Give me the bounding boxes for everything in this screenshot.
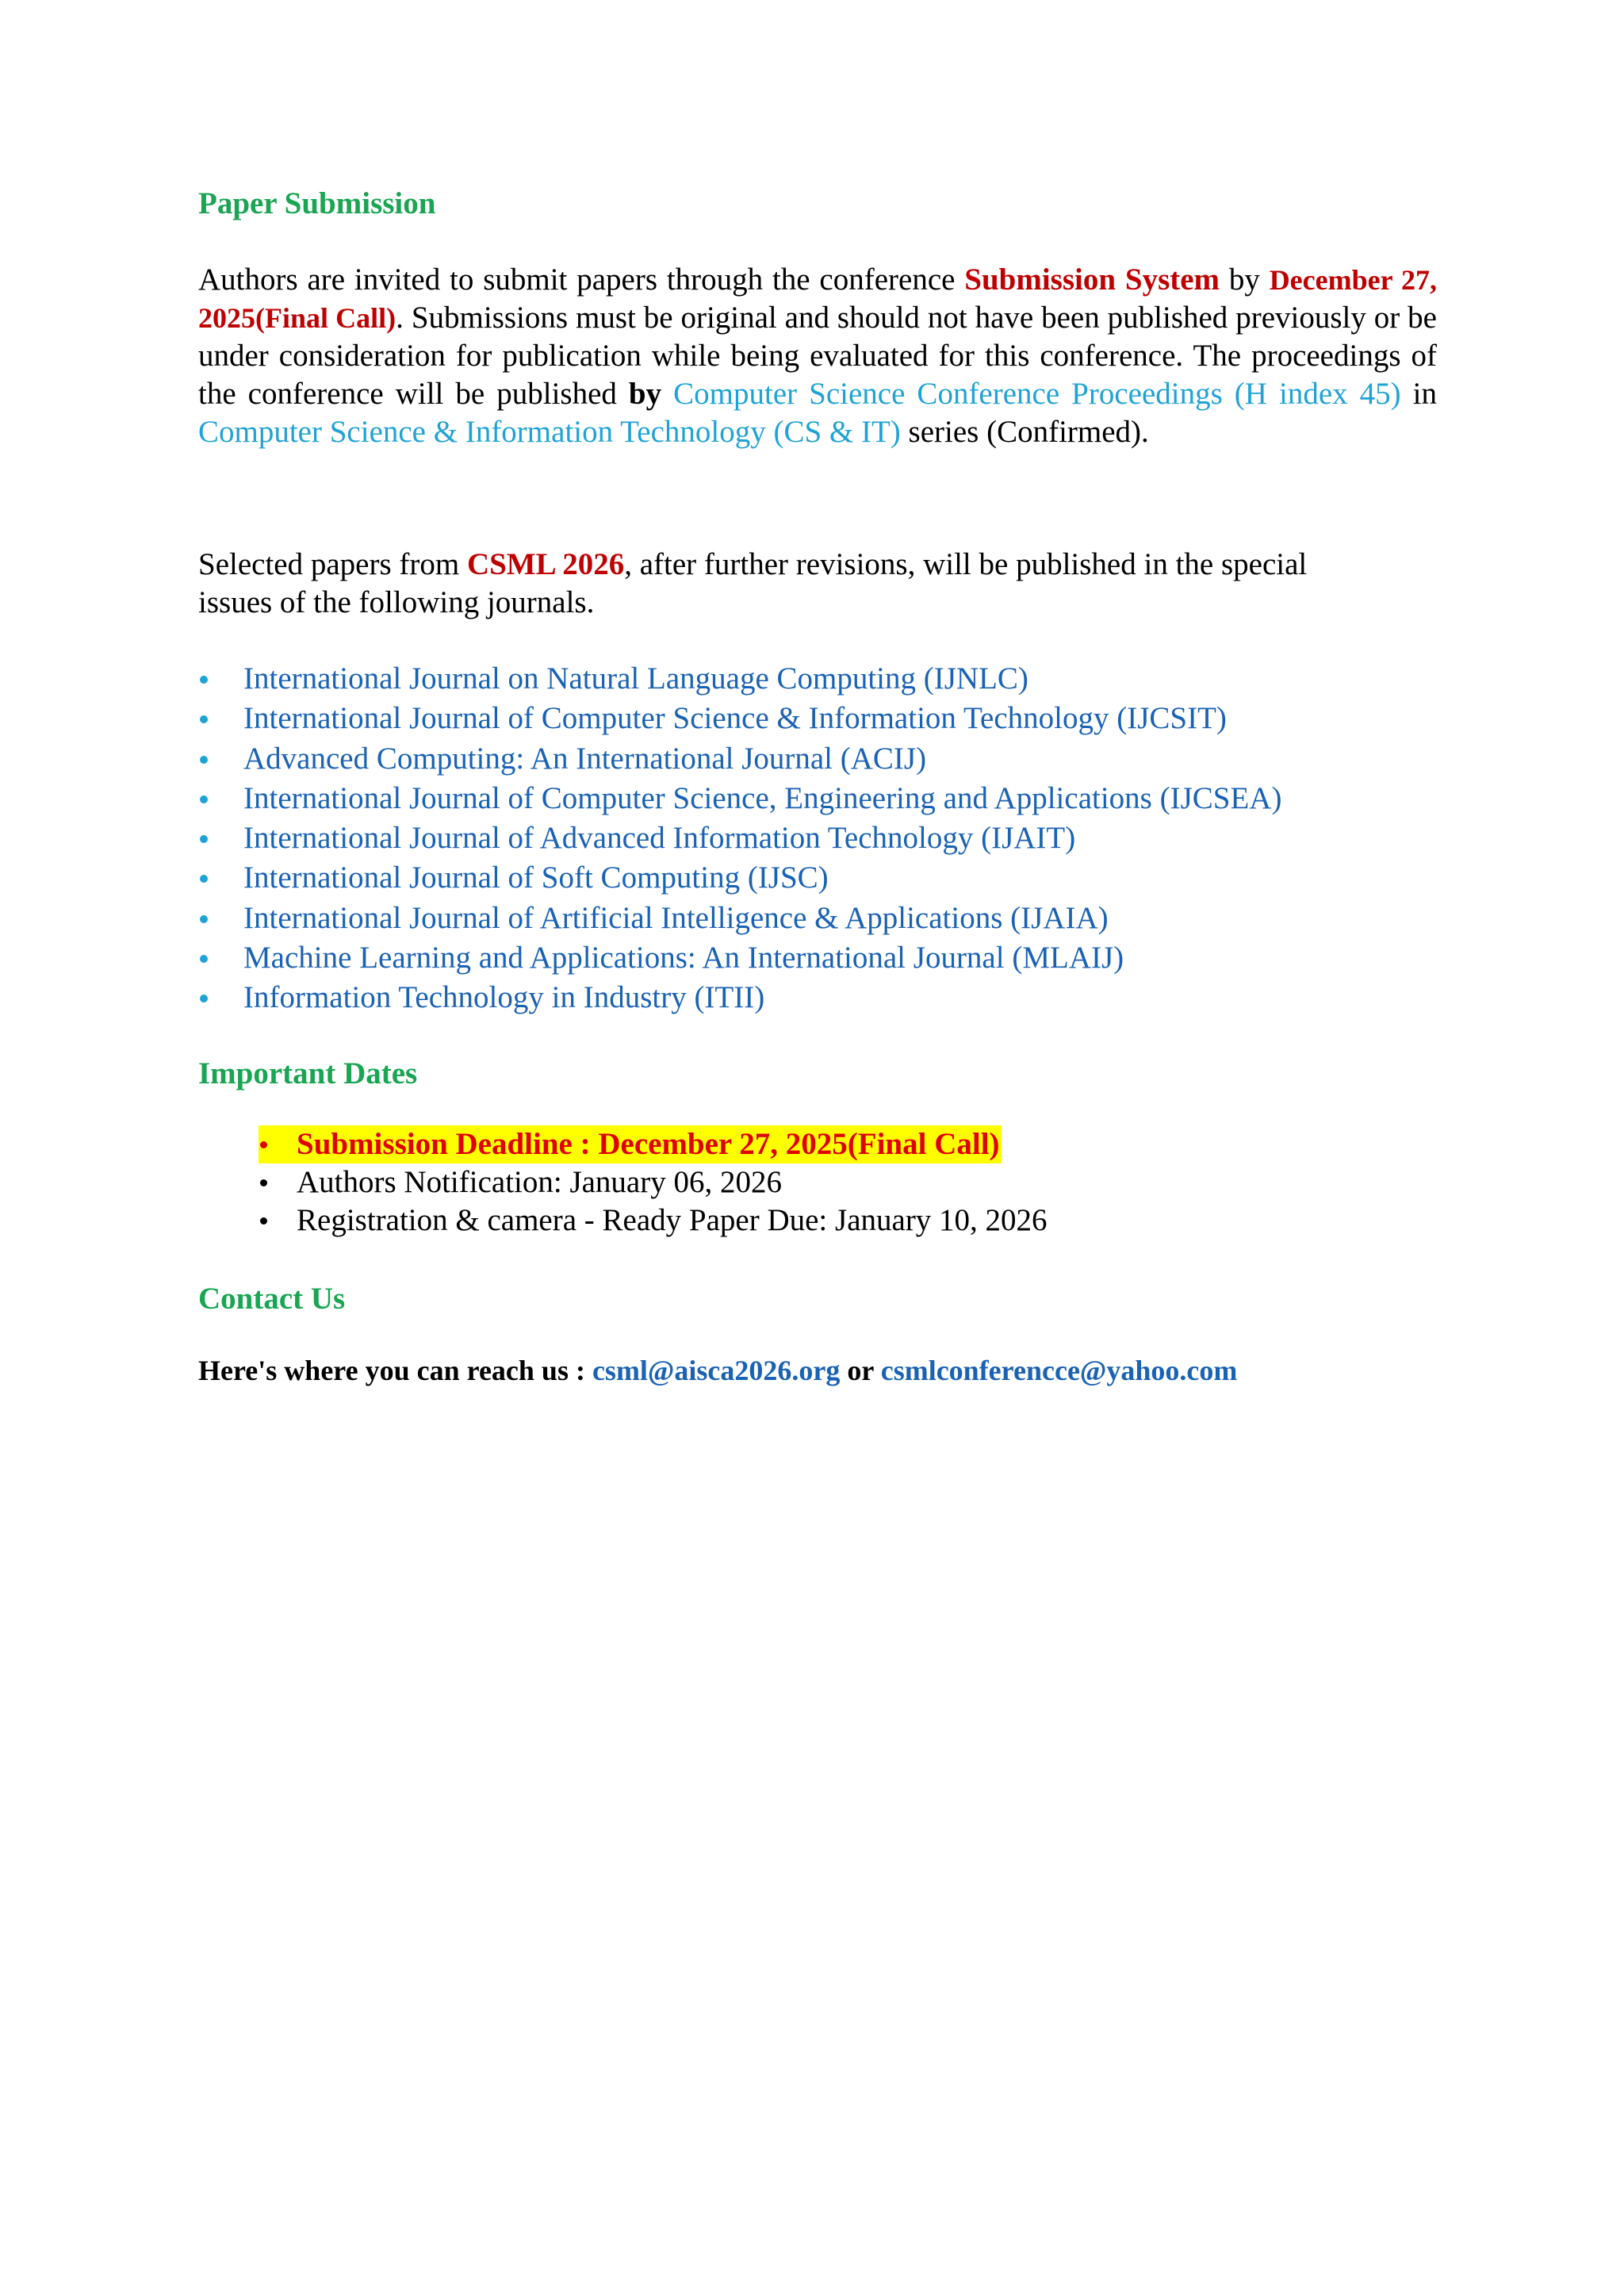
email-link-secondary[interactable]: csmlconferencce@yahoo.com	[880, 1355, 1238, 1386]
journal-title: International Journal on Natural Language Computing (IJNLC)	[243, 661, 1028, 696]
bullet-icon	[200, 955, 208, 963]
deadline-item	[259, 1125, 1048, 1163]
important-dates-heading: Important Dates	[198, 1056, 418, 1091]
selected-papers-paragraph	[198, 546, 1388, 622]
journal-title: Machine Learning and Applications: An International Journal (MLAIJ)	[243, 941, 1124, 976]
submission-text-2: by	[1220, 263, 1270, 297]
journal-title: Advanced Computing: An International Journal (ACIJ)	[243, 741, 927, 776]
deadline-highlight	[259, 1125, 1002, 1163]
notification-item	[259, 1163, 1048, 1202]
email-link-primary[interactable]: csml@aisca2026.org	[592, 1355, 841, 1386]
bullet-icon	[200, 835, 208, 843]
deadline-text: Submission Deadline : December 27, 2025(Final Call)	[297, 1127, 1000, 1161]
contact-lead: Here's where you can reach us :	[198, 1355, 592, 1386]
journal-item[interactable]	[198, 938, 1281, 978]
bullet-icon	[260, 1179, 267, 1186]
journal-title: International Journal of Advanced Information Technology (IJAIT)	[243, 821, 1076, 856]
bullet-icon	[200, 676, 208, 684]
contact-line	[198, 1351, 1237, 1389]
important-dates-list	[259, 1125, 1048, 1240]
submission-text-1: Authors are invited to submit papers through the conference	[198, 263, 965, 297]
journal-title: Information Technology in Industry (ITII)	[243, 980, 765, 1015]
submission-system-link[interactable]: Submission System	[964, 263, 1220, 297]
submission-paragraph	[198, 261, 1437, 451]
bullet-icon	[260, 1217, 267, 1225]
journal-title: International Journal of Artificial Intelligence & Applications (IJAIA)	[243, 900, 1109, 935]
registration-item	[259, 1202, 1048, 1240]
bullet-icon	[200, 715, 208, 723]
journal-item[interactable]	[198, 659, 1281, 699]
selected-text-2: , after further revisions, will be published in the special issues of the following journals.	[198, 547, 1308, 619]
contact-us-heading: Contact Us	[198, 1282, 346, 1316]
selected-text-1: Selected papers from	[198, 547, 467, 581]
bullet-icon	[200, 795, 208, 803]
journal-item[interactable]	[198, 779, 1281, 818]
journal-item[interactable]	[198, 858, 1281, 898]
notification-text: Authors Notification: January 06, 2026	[297, 1165, 782, 1199]
series-text: series (Confirmed).	[900, 415, 1149, 449]
bullet-icon	[200, 875, 208, 883]
bullet-icon	[260, 1141, 267, 1148]
bullet-icon	[200, 915, 208, 923]
journal-title: International Journal of Computer Science, Engineering and Applications (IJCSEA)	[243, 780, 1282, 815]
paper-submission-heading: Paper Submission	[198, 186, 436, 220]
proceedings-link[interactable]: Computer Science Conference Proceedings (H index 45)	[673, 377, 1401, 411]
conference-name: CSML 2026	[466, 547, 625, 581]
journal-list	[198, 659, 1281, 1018]
journal-item[interactable]	[198, 899, 1281, 938]
journal-item[interactable]	[198, 818, 1281, 858]
journal-title: International Journal of Computer Science & Information Technology (IJCSIT)	[243, 701, 1227, 736]
or-word: or	[840, 1355, 881, 1386]
submission-deadline-text: December 27, 2025(Final Call)	[198, 264, 1438, 334]
series-link[interactable]: Computer Science & Information Technology (CS & IT)	[198, 415, 901, 449]
registration-text: Registration & camera - Ready Paper Due: January 10, 2026	[297, 1203, 1048, 1237]
journal-item[interactable]	[198, 699, 1281, 738]
journal-title: International Journal of Soft Computing (IJSC)	[243, 861, 829, 895]
journal-item[interactable]	[198, 978, 1281, 1018]
in-word: in	[1400, 377, 1437, 411]
journal-item[interactable]	[198, 739, 1281, 779]
submission-text-3: . Submissions must be original and should not have been published previously or be under consideration for publication while being evaluated for this conference. The proceedings of the conference will be published	[198, 301, 1437, 411]
by-word: by	[628, 377, 662, 411]
bullet-icon	[200, 756, 208, 764]
bullet-icon	[200, 995, 208, 1002]
